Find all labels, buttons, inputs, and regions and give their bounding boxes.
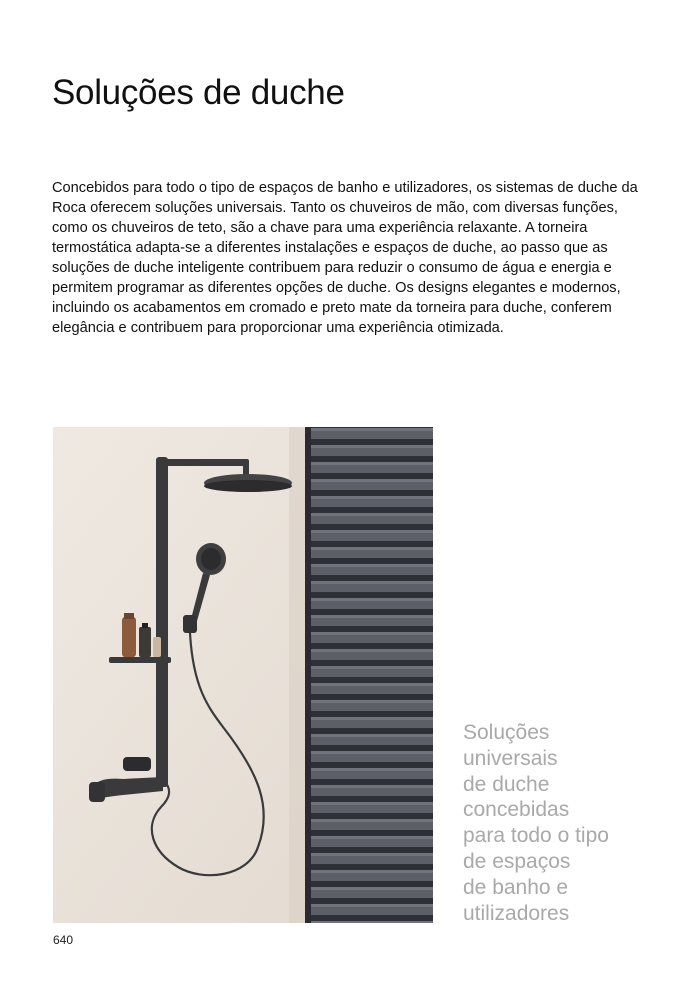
shelf — [109, 657, 171, 663]
caption-line: para todo o tipo — [463, 824, 609, 848]
caption-line: universais — [463, 746, 558, 770]
page-number: 640 — [53, 933, 74, 947]
caption-line: concebidas — [463, 798, 570, 822]
caption-line: Soluções — [463, 721, 550, 744]
caption-line: de duche — [463, 772, 550, 796]
caption-line: utilizadores — [463, 901, 570, 925]
intro-paragraph: Concebidos para todo o tipo de espaços de banho e utilizadores, os sistemas de duche da Roca oferecem soluções universais. Tanto os chuveiros de mão, com diversas funções, como os chuveiros de teto, são a chave para uma experiência relaxante. A torneira termostática adapta-se a diferentes instalações e espaços de duche, ao passo que as soluções de duche inteligente contribuem para reduzir o consumo de água e energia e permitem programar as diferentes opções de duche. Os designs elegantes e modernos, incluindo os acabamentos em cromado e preto mate da torneira para duche, conferem elegância e contribuem para proporcionar uma experiência otimizada. — [52, 180, 638, 336]
shower-system-photo — [53, 427, 433, 923]
shower-column — [156, 457, 168, 787]
window-blinds — [305, 427, 433, 923]
caption-line: de espaços — [463, 849, 571, 873]
caption-line: de banho e — [463, 875, 569, 899]
page-title: Soluções de duche — [52, 73, 345, 113]
shower-illustration — [53, 427, 433, 923]
photo-caption — [463, 720, 663, 926]
